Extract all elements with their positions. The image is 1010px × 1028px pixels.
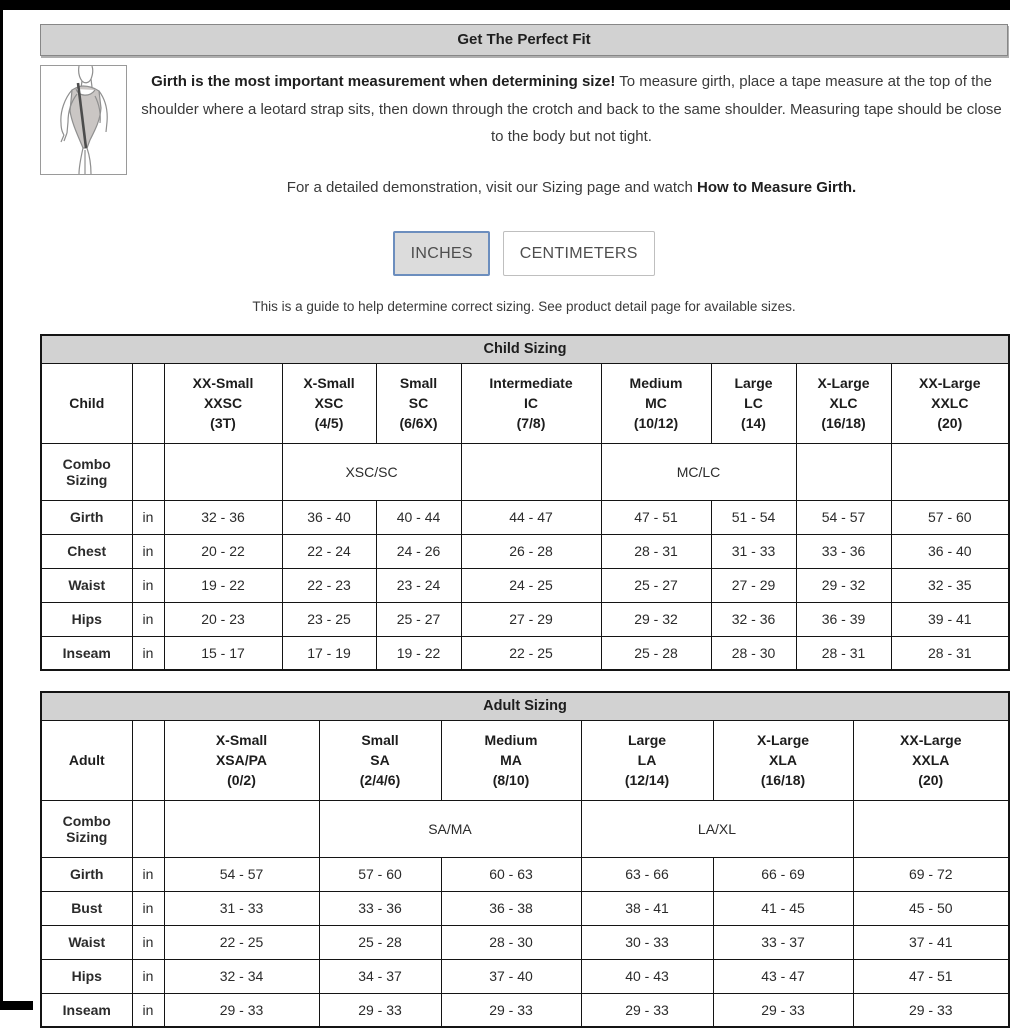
value-cell: 24 - 26 bbox=[376, 534, 461, 568]
intro-section bbox=[40, 65, 1008, 201]
girth-paragraph bbox=[135, 68, 1008, 151]
unit-cell: in bbox=[132, 602, 164, 636]
child-girth-row bbox=[41, 500, 1009, 534]
adult-sizing-table bbox=[40, 691, 1010, 1028]
value-cell: 47 - 51 bbox=[601, 500, 711, 534]
adult-waist-row bbox=[41, 925, 1009, 959]
size-column-header bbox=[713, 720, 853, 800]
size-range: (6/6X) bbox=[399, 415, 438, 431]
value-cell: 29 - 33 bbox=[581, 993, 713, 1027]
value-cell: 38 - 41 bbox=[581, 891, 713, 925]
page-title: Get The Perfect Fit bbox=[40, 24, 1008, 56]
size-name: Large bbox=[734, 375, 773, 391]
value-cell: 17 - 19 bbox=[282, 636, 376, 670]
combo-cell: MC/LC bbox=[601, 443, 796, 500]
size-name: Intermediate bbox=[489, 375, 573, 391]
sizing-guide-note: This is a guide to help determine correct sizing. See product detail page for available sizes. bbox=[252, 299, 796, 314]
size-code: XSA/PA bbox=[215, 752, 268, 768]
value-cell: 29 - 33 bbox=[853, 993, 1009, 1027]
value-cell: 28 - 31 bbox=[796, 636, 891, 670]
empty-cell bbox=[132, 720, 164, 800]
size-code: XXLA bbox=[912, 752, 950, 768]
size-code: XLA bbox=[769, 752, 797, 768]
unit-cell: in bbox=[132, 993, 164, 1027]
empty-cell bbox=[891, 443, 1009, 500]
size-range: (20) bbox=[937, 415, 963, 431]
value-cell: 45 - 50 bbox=[853, 891, 1009, 925]
value-cell: 23 - 24 bbox=[376, 568, 461, 602]
value-cell: 32 - 36 bbox=[711, 602, 796, 636]
size-name: X-Large bbox=[756, 732, 810, 748]
value-cell: 15 - 17 bbox=[164, 636, 282, 670]
value-cell: 36 - 38 bbox=[441, 891, 581, 925]
unit-cell: in bbox=[132, 891, 164, 925]
value-cell: 43 - 47 bbox=[713, 959, 853, 993]
combo-cell: SA/MA bbox=[319, 800, 581, 857]
value-cell: 25 - 27 bbox=[601, 568, 711, 602]
unit-cell: in bbox=[132, 500, 164, 534]
value-cell: 51 - 54 bbox=[711, 500, 796, 534]
value-cell: 27 - 29 bbox=[461, 602, 601, 636]
size-code: LA bbox=[637, 752, 657, 768]
value-cell: 33 - 37 bbox=[713, 925, 853, 959]
value-cell: 19 - 22 bbox=[164, 568, 282, 602]
value-cell: 25 - 28 bbox=[319, 925, 441, 959]
row-label: Inseam bbox=[41, 993, 132, 1027]
size-name: XX-Large bbox=[900, 732, 962, 748]
size-name: X-Small bbox=[215, 732, 268, 748]
inches-button[interactable]: INCHES bbox=[393, 231, 490, 276]
value-cell: 31 - 33 bbox=[711, 534, 796, 568]
value-cell: 32 - 36 bbox=[164, 500, 282, 534]
empty-cell bbox=[796, 443, 891, 500]
child-waist-row bbox=[41, 568, 1009, 602]
value-cell: 29 - 33 bbox=[319, 993, 441, 1027]
child-combo-row bbox=[41, 443, 1009, 500]
value-cell: 44 - 47 bbox=[461, 500, 601, 534]
size-column-header bbox=[441, 720, 581, 800]
value-cell: 33 - 36 bbox=[796, 534, 891, 568]
row-label: Girth bbox=[41, 500, 132, 534]
girth-paragraph-body: To measure girth, place a tape measure at the top of the shoulder where a leotard strap sits, then down through the crotch and back to the same shoulder. Measuring tape should be close to the body but not tight. bbox=[141, 73, 1002, 145]
row-label: Hips bbox=[41, 602, 132, 636]
value-cell: 36 - 40 bbox=[282, 500, 376, 534]
value-cell: 29 - 32 bbox=[796, 568, 891, 602]
size-column-header bbox=[853, 720, 1009, 800]
value-cell: 22 - 23 bbox=[282, 568, 376, 602]
value-cell: 69 - 72 bbox=[853, 857, 1009, 891]
unit-cell: in bbox=[132, 959, 164, 993]
empty-cell bbox=[853, 800, 1009, 857]
size-code: IC bbox=[524, 395, 538, 411]
size-name: X-Small bbox=[303, 375, 355, 391]
size-column-header bbox=[376, 363, 461, 443]
value-cell: 36 - 40 bbox=[891, 534, 1009, 568]
value-cell: 40 - 44 bbox=[376, 500, 461, 534]
value-cell: 36 - 39 bbox=[796, 602, 891, 636]
size-name: Medium bbox=[484, 732, 538, 748]
value-cell: 37 - 40 bbox=[441, 959, 581, 993]
value-cell: 60 - 63 bbox=[441, 857, 581, 891]
row-label: Hips bbox=[41, 959, 132, 993]
value-cell: 40 - 43 bbox=[581, 959, 713, 993]
unit-cell: in bbox=[132, 925, 164, 959]
value-cell: 34 - 37 bbox=[319, 959, 441, 993]
empty-cell bbox=[132, 363, 164, 443]
child-hips-row bbox=[41, 602, 1009, 636]
value-cell: 37 - 41 bbox=[853, 925, 1009, 959]
size-column-header bbox=[282, 363, 376, 443]
child-chest-row bbox=[41, 534, 1009, 568]
size-name: X-Large bbox=[817, 375, 870, 391]
unit-toggle bbox=[40, 231, 1008, 276]
page-content bbox=[40, 24, 1008, 1028]
adult-row-label: Adult bbox=[41, 720, 132, 800]
value-cell: 26 - 28 bbox=[461, 534, 601, 568]
child-sizing-table bbox=[40, 334, 1010, 671]
value-cell: 32 - 35 bbox=[891, 568, 1009, 602]
empty-cell bbox=[164, 800, 319, 857]
adult-inseam-row bbox=[41, 993, 1009, 1027]
value-cell: 20 - 22 bbox=[164, 534, 282, 568]
intro-text bbox=[135, 65, 1008, 201]
child-header-row bbox=[41, 363, 1009, 443]
value-cell: 39 - 41 bbox=[891, 602, 1009, 636]
size-range: (0/2) bbox=[227, 772, 256, 788]
adult-table-title: Adult Sizing bbox=[41, 692, 1009, 720]
value-cell: 66 - 69 bbox=[713, 857, 853, 891]
size-column-header bbox=[891, 363, 1009, 443]
value-cell: 22 - 25 bbox=[461, 636, 601, 670]
size-column-header bbox=[461, 363, 601, 443]
size-column-header bbox=[319, 720, 441, 800]
size-column-header bbox=[711, 363, 796, 443]
size-column-header bbox=[601, 363, 711, 443]
size-code: XXSC bbox=[203, 395, 243, 411]
child-table-title: Child Sizing bbox=[41, 335, 1009, 363]
size-name: XX-Large bbox=[919, 375, 981, 391]
size-name: Small bbox=[361, 732, 399, 748]
value-cell: 23 - 25 bbox=[282, 602, 376, 636]
value-cell: 28 - 30 bbox=[711, 636, 796, 670]
value-cell: 41 - 45 bbox=[713, 891, 853, 925]
value-cell: 33 - 36 bbox=[319, 891, 441, 925]
empty-cell bbox=[164, 443, 282, 500]
value-cell: 27 - 29 bbox=[711, 568, 796, 602]
leotard-girth-diagram-icon bbox=[40, 65, 127, 175]
child-inseam-row bbox=[41, 636, 1009, 670]
demo-line-text: For a detailed demonstration, visit our Sizing page and watch bbox=[286, 178, 698, 196]
value-cell: 25 - 28 bbox=[601, 636, 711, 670]
size-code: XSC bbox=[314, 395, 344, 411]
value-cell: 25 - 27 bbox=[376, 602, 461, 636]
size-range: (20) bbox=[918, 772, 944, 788]
value-cell: 57 - 60 bbox=[319, 857, 441, 891]
value-cell: 28 - 31 bbox=[601, 534, 711, 568]
adult-bust-row bbox=[41, 891, 1009, 925]
centimeters-button[interactable]: CENTIMETERS bbox=[503, 231, 655, 276]
size-column-header bbox=[164, 720, 319, 800]
demo-line bbox=[135, 174, 1008, 202]
row-label: Bust bbox=[41, 891, 132, 925]
size-column-header bbox=[796, 363, 891, 443]
girth-paragraph-lead: Girth is the most important measurement when determining size! bbox=[151, 73, 616, 90]
size-range: (14) bbox=[741, 415, 766, 431]
size-range: (7/8) bbox=[516, 415, 546, 431]
combo-sizing-label: Combo Sizing bbox=[41, 800, 132, 857]
value-cell: 57 - 60 bbox=[891, 500, 1009, 534]
size-code: XXLC bbox=[931, 395, 969, 411]
row-label: Inseam bbox=[41, 636, 132, 670]
value-cell: 32 - 34 bbox=[164, 959, 319, 993]
value-cell: 22 - 25 bbox=[164, 925, 319, 959]
value-cell: 24 - 25 bbox=[461, 568, 601, 602]
combo-sizing-label: Combo Sizing bbox=[41, 443, 132, 500]
screenshot-frame-bottom-left bbox=[0, 1001, 33, 1010]
adult-header-row bbox=[41, 720, 1009, 800]
unit-cell: in bbox=[132, 568, 164, 602]
size-range: (8/10) bbox=[492, 772, 530, 788]
row-label: Waist bbox=[41, 568, 132, 602]
size-range: (3T) bbox=[210, 415, 236, 431]
value-cell: 29 - 33 bbox=[441, 993, 581, 1027]
value-cell: 30 - 33 bbox=[581, 925, 713, 959]
unit-cell: in bbox=[132, 857, 164, 891]
empty-cell bbox=[132, 800, 164, 857]
value-cell: 19 - 22 bbox=[376, 636, 461, 670]
value-cell: 54 - 57 bbox=[796, 500, 891, 534]
value-cell: 28 - 31 bbox=[891, 636, 1009, 670]
empty-cell bbox=[132, 443, 164, 500]
size-column-header bbox=[581, 720, 713, 800]
size-code: SA bbox=[370, 752, 390, 768]
size-code: LC bbox=[744, 395, 763, 411]
value-cell: 22 - 24 bbox=[282, 534, 376, 568]
size-column-header bbox=[164, 363, 282, 443]
screenshot-frame-left bbox=[0, 10, 3, 1010]
adult-combo-row bbox=[41, 800, 1009, 857]
unit-cell: in bbox=[132, 534, 164, 568]
size-code: SC bbox=[408, 395, 429, 411]
child-row-label: Child bbox=[41, 363, 132, 443]
size-name: XX-Small bbox=[192, 375, 254, 391]
value-cell: 29 - 32 bbox=[601, 602, 711, 636]
value-cell: 29 - 33 bbox=[713, 993, 853, 1027]
size-code: XLC bbox=[829, 395, 858, 411]
unit-cell: in bbox=[132, 636, 164, 670]
value-cell: 29 - 33 bbox=[164, 993, 319, 1027]
size-name: Small bbox=[399, 375, 438, 391]
screenshot-frame-top bbox=[0, 0, 1010, 10]
size-range: (2/4/6) bbox=[359, 772, 401, 788]
combo-cell: LA/XL bbox=[581, 800, 853, 857]
row-label: Waist bbox=[41, 925, 132, 959]
adult-girth-row bbox=[41, 857, 1009, 891]
size-name: Large bbox=[627, 732, 667, 748]
size-range: (4/5) bbox=[314, 415, 344, 431]
demo-line-bold: How to Measure Girth. bbox=[697, 178, 857, 196]
value-cell: 31 - 33 bbox=[164, 891, 319, 925]
size-code: MA bbox=[500, 752, 522, 768]
size-code: MC bbox=[645, 395, 667, 411]
combo-cell: XSC/SC bbox=[282, 443, 461, 500]
size-range: (16/18) bbox=[760, 772, 806, 788]
size-range: (10/12) bbox=[633, 415, 679, 431]
value-cell: 28 - 30 bbox=[441, 925, 581, 959]
value-cell: 47 - 51 bbox=[853, 959, 1009, 993]
row-label: Chest bbox=[41, 534, 132, 568]
value-cell: 63 - 66 bbox=[581, 857, 713, 891]
adult-hips-row bbox=[41, 959, 1009, 993]
empty-cell bbox=[461, 443, 601, 500]
size-range: (12/14) bbox=[624, 772, 670, 788]
row-label: Girth bbox=[41, 857, 132, 891]
size-name: Medium bbox=[629, 375, 683, 391]
value-cell: 20 - 23 bbox=[164, 602, 282, 636]
size-range: (16/18) bbox=[821, 415, 866, 431]
value-cell: 54 - 57 bbox=[164, 857, 319, 891]
